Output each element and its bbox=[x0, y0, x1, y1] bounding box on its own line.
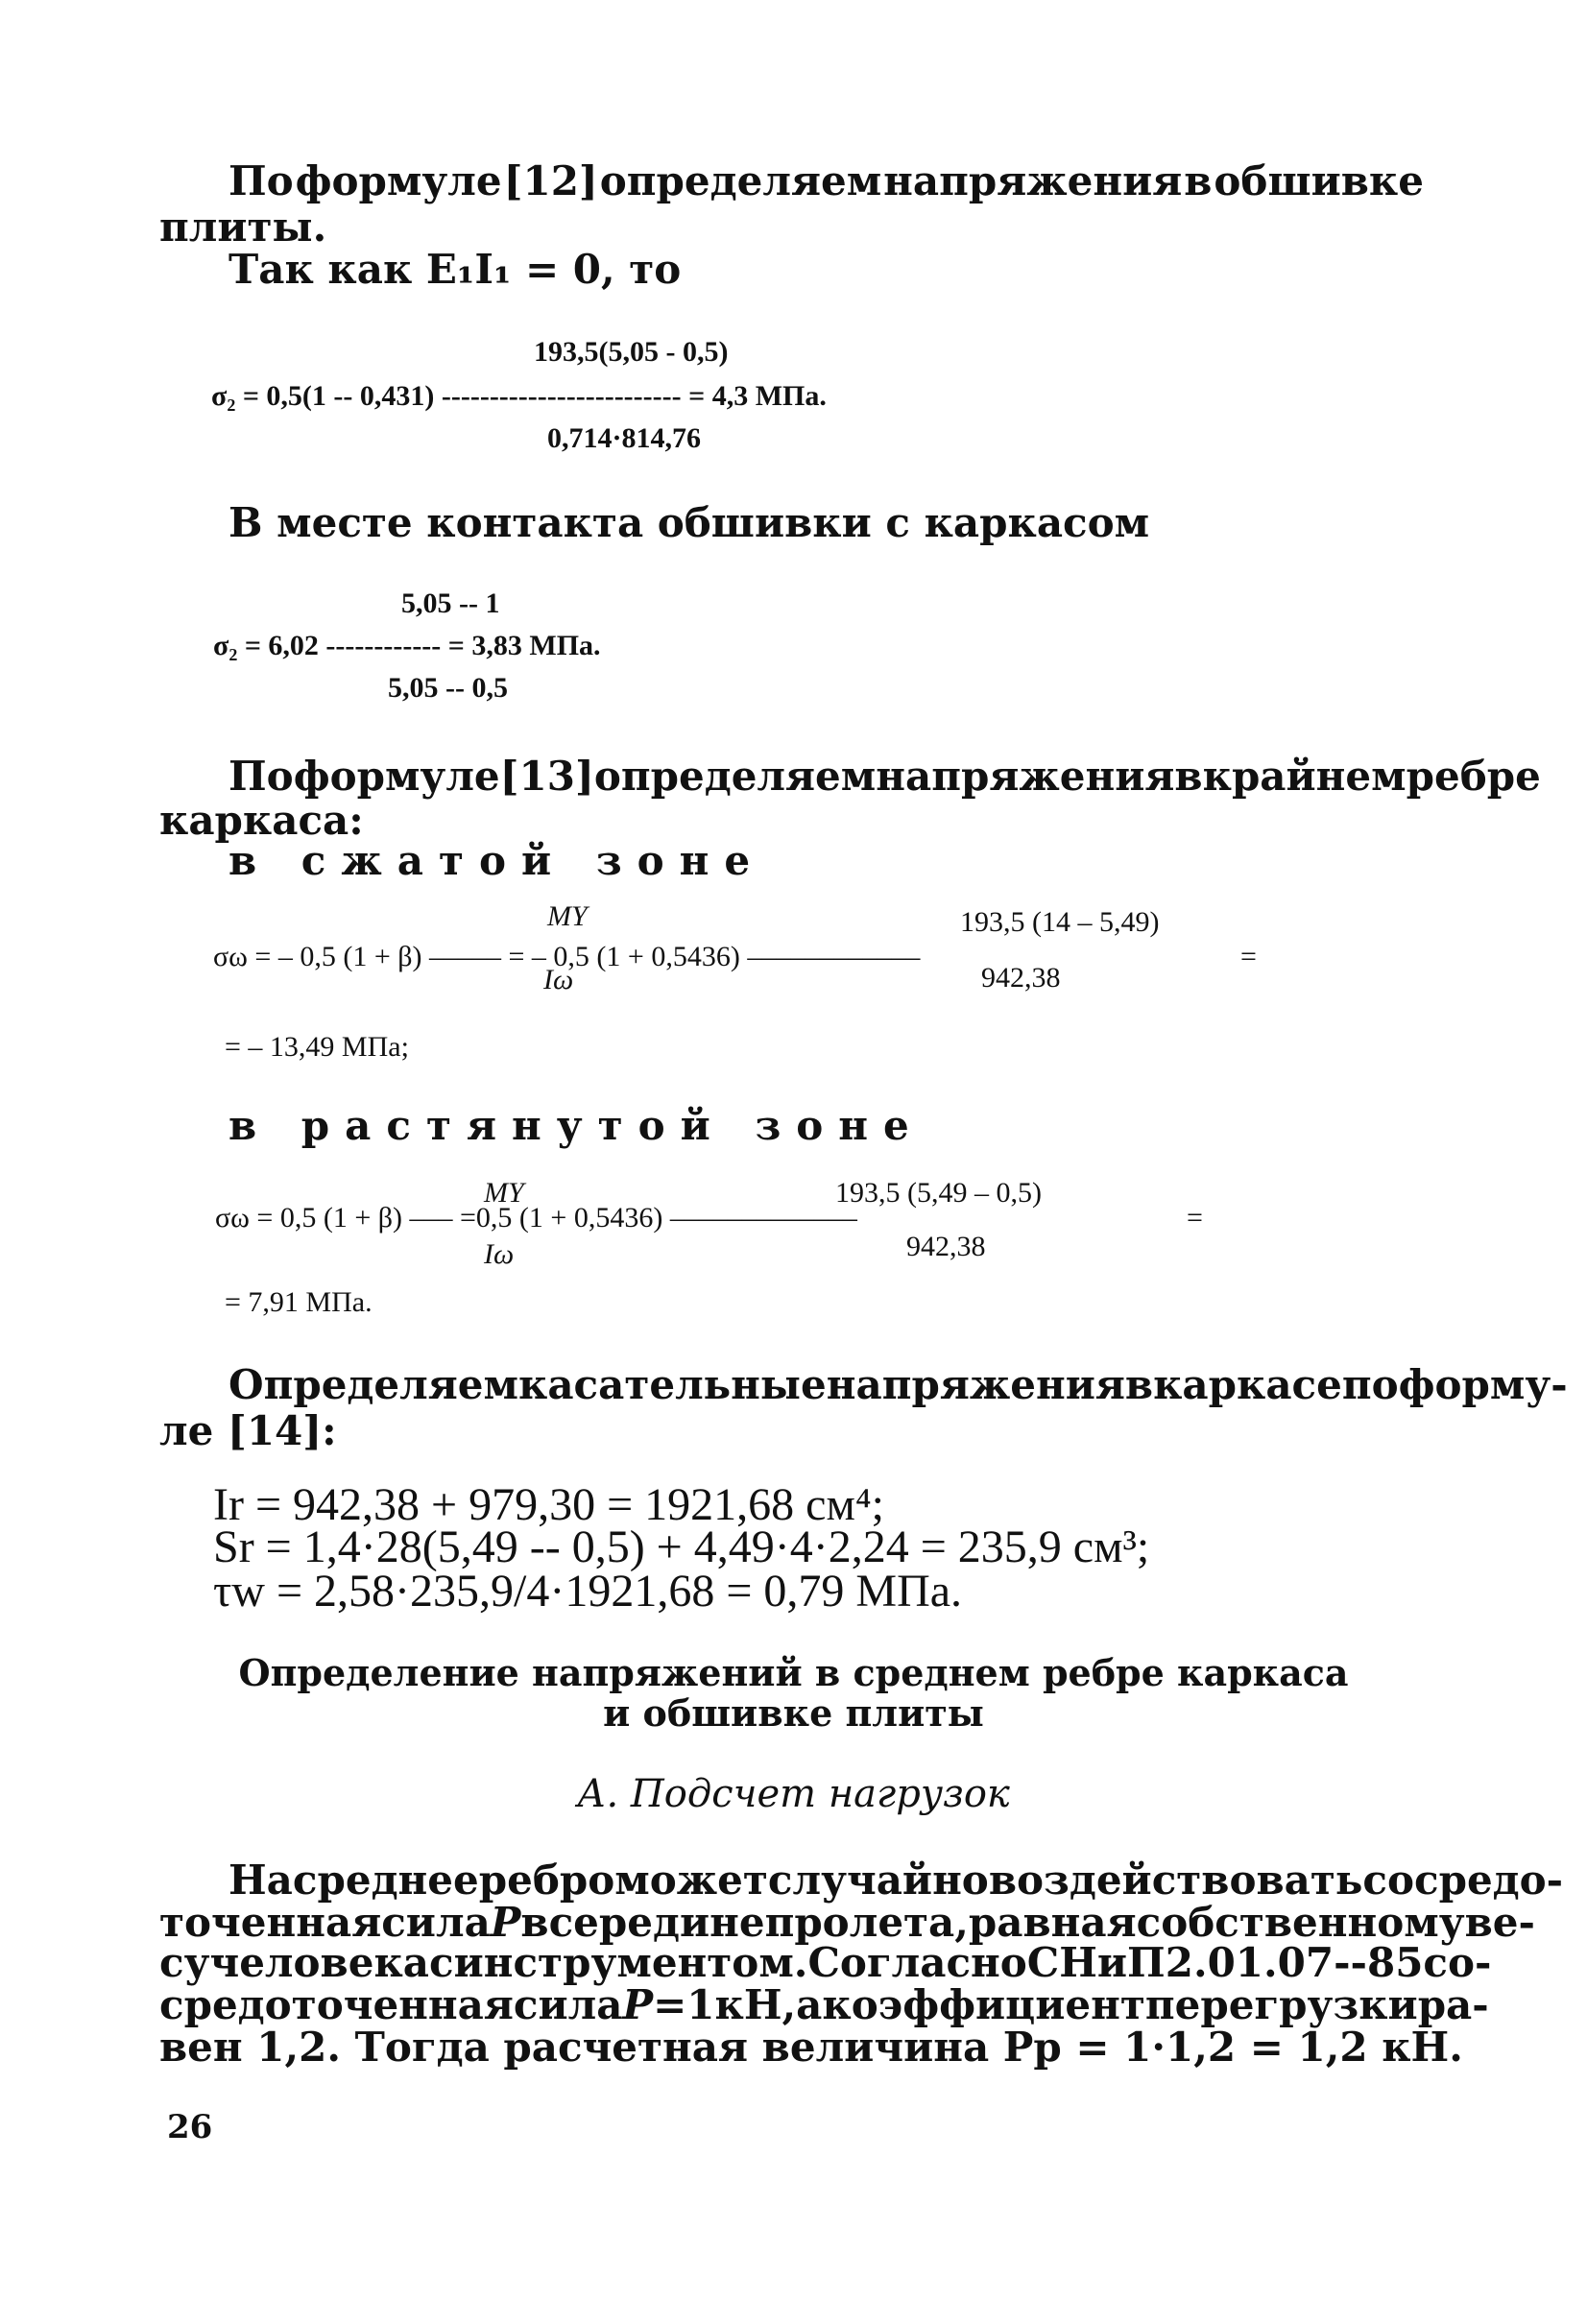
formula-4-bottom-left: Iω bbox=[484, 1238, 515, 1270]
formula-4-bottom-right: 942,38 bbox=[906, 1231, 986, 1262]
formula-4-equals: = bbox=[1187, 1202, 1203, 1234]
formula-3-bottom-right: 942,38 bbox=[981, 962, 1061, 994]
formula-4-main: σω = 0,5 (1 + β) ––– =0,5 (1 + 0,5436) ––––––––––––– bbox=[215, 1202, 857, 1234]
formula-4-result: = 7,91 МПа. bbox=[225, 1286, 373, 1318]
paragraph-1-line-1: По формуле [12] определяем напряжения в обшивке bbox=[228, 157, 1424, 204]
page-number: 26 bbox=[167, 2108, 213, 2146]
formula-4-top-left: MY bbox=[484, 1177, 524, 1209]
paragraph-4-line-2: ле [14]: bbox=[159, 1407, 337, 1454]
formula-3-result: = – 13,49 МПа; bbox=[225, 1031, 409, 1063]
formula-2-denominator: 5,05 -- 0,5 bbox=[388, 672, 508, 704]
formula-1-denominator: 0,714·814,76 bbox=[547, 422, 702, 454]
formula-3-top-right: 193,5 (14 – 5,49) bbox=[960, 906, 1160, 938]
paragraph-5-line-4: средоточенная сила P = 1 кН, а коэффициент перегрузки ра- bbox=[159, 1981, 1489, 2028]
formula-4-top-right: 193,5 (5,49 – 0,5) bbox=[835, 1177, 1042, 1209]
paragraph-4-line-1: Определяем касательные напряжения в каркасе по форму- bbox=[228, 1361, 1568, 1408]
paragraph-3-line-2: каркаса: bbox=[159, 797, 364, 844]
formula-3-bottom-left: Iω bbox=[543, 964, 574, 995]
paragraph-1-line-2: плиты. bbox=[159, 204, 327, 251]
formula-2-main: σ₂ = 6,02 ------------ = 3,83 МПа. bbox=[213, 630, 601, 661]
zone-compressed-label: в сжатой зоне bbox=[228, 837, 766, 884]
section-heading-line-1: Определение напряжений в среднем ребре каркаса bbox=[238, 1651, 1349, 1694]
paragraph-5-line-3: су человека с инструментом. Согласно СНиП 2.01.07 -- 85 со- bbox=[159, 1939, 1492, 1986]
formula-1-main: σ₂ = 0,5(1 -- 0,431) ------------------------- = 4,3 МПа. bbox=[211, 380, 827, 412]
section-heading-line-2: и обшивке плиты bbox=[603, 1691, 984, 1735]
formula-3-main: σω = – 0,5 (1 + β) ––––– = – 0,5 (1 + 0,5436) –––––––––––– bbox=[213, 941, 921, 972]
result-moment-of-inertia: Ir = 942,38 + 979,30 = 1921,68 см⁴; bbox=[213, 1479, 884, 1530]
zone-tension-label: в растянутой зоне bbox=[228, 1102, 925, 1149]
formula-3-equals: = bbox=[1240, 941, 1257, 972]
paragraph-3-line-1: По формуле [13] определяем напряжения в крайнем ребре bbox=[228, 753, 1541, 800]
result-shear-stress: τw = 2,58·235,9/4·1921,68 = 0,79 МПа. bbox=[213, 1566, 963, 1617]
paragraph-5-line-5: вен 1,2. Тогда расчетная величина Pp = 1·1,2 = 1,2 кН. bbox=[159, 2024, 1463, 2071]
paragraph-2: В месте контакта обшивки с каркасом bbox=[228, 499, 1150, 546]
formula-1-numerator: 193,5(5,05 - 0,5) bbox=[534, 336, 729, 368]
paragraph-1-line-3: Так как E₁I₁ = 0, то bbox=[228, 246, 682, 293]
result-static-moment: Sr = 1,4·28(5,49 -- 0,5) + 4,49·4·2,24 = 235,9 см³; bbox=[213, 1521, 1150, 1572]
paragraph-5-line-2: точенная сила P в середине пролета, равная собственному ве- bbox=[159, 1899, 1535, 1946]
formula-2-numerator: 5,05 -- 1 bbox=[401, 587, 500, 619]
formula-3-top-left: MY bbox=[547, 900, 588, 932]
subheading: А. Подсчет нагрузок bbox=[577, 1772, 1010, 1816]
paragraph-5-line-1: На среднее ребро может случайно воздействовать сосредо- bbox=[228, 1857, 1564, 1904]
